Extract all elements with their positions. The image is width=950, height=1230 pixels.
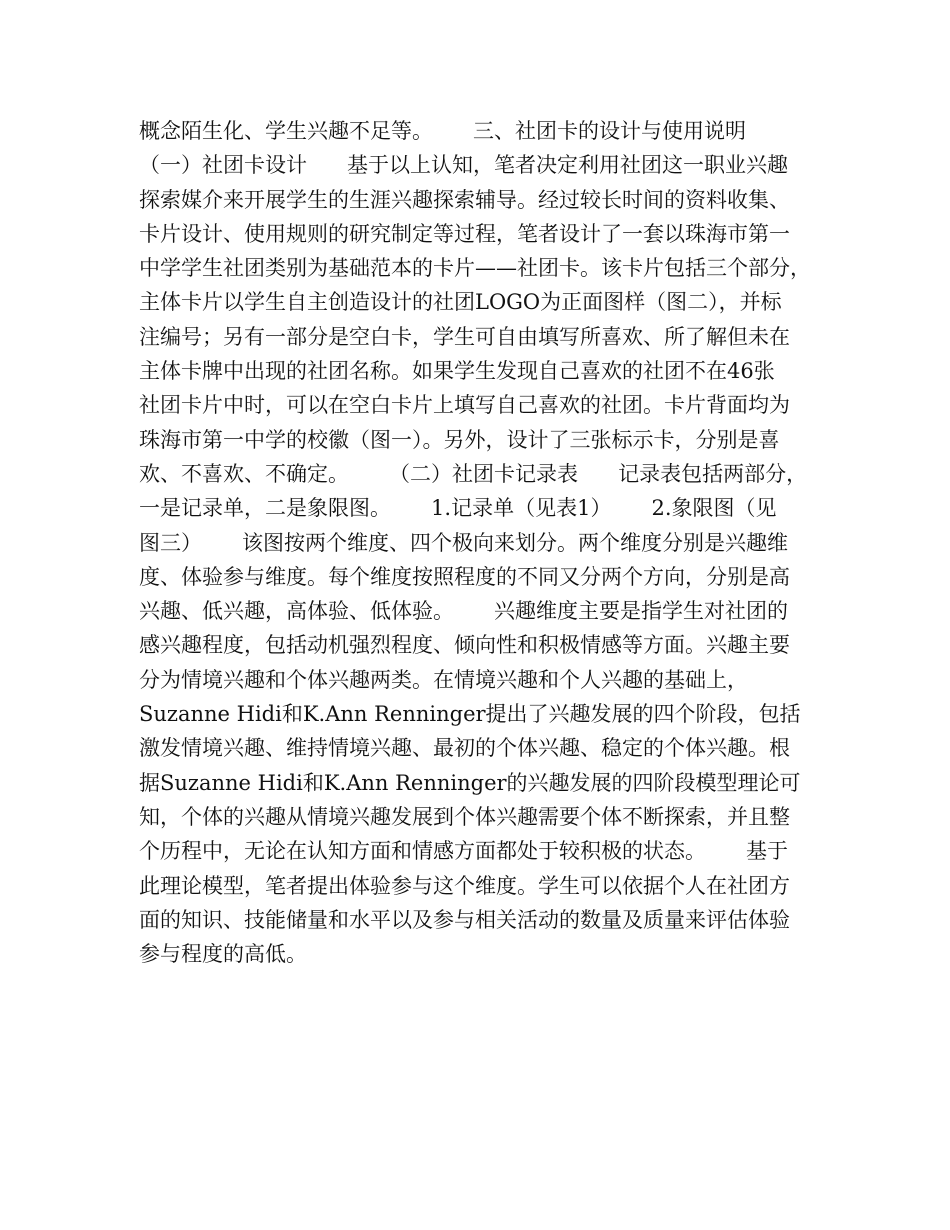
text-line: 分为情境兴趣和个体兴趣两类。在情境兴趣和个人兴趣的基础上， [139, 667, 748, 692]
text-line: 面的知识、技能储量和水平以及参与相关活动的数量及质量来评估体验 [139, 907, 790, 932]
text-line: 图三） 该图按两个维度、四个极向来划分。两个维度分别是兴趣维 [139, 530, 789, 555]
text-line: 个历程中，无论在认知方面和情感方面都处于较积极的状态。 基于 [139, 839, 789, 864]
text-line: 主体卡牌中出现的社团名称。如果学生发现自己喜欢的社团不在46张 [139, 359, 775, 384]
text-line: 知，个体的兴趣从情境兴趣发展到个体兴趣需要个体不断探索，并且整 [139, 804, 790, 829]
text-line: 感兴趣程度，包括动机强烈程度、倾向性和积极情感等方面。兴趣主要 [139, 633, 790, 658]
text-line: 一是记录单，二是象限图。 1.记录单（见表1） 2.象限图（见 [139, 496, 777, 521]
text-line: 据Suzanne Hidi和K.Ann Renninger的兴趣发展的四阶段模型理论可 [139, 770, 801, 795]
text-line: 度、体验参与维度。每个维度按照程度的不同又分两个方向，分别是高 [139, 564, 790, 589]
text-line: 欢、不喜欢、不确定。 （二）社团卡记录表 记录表包括两部分， [139, 461, 808, 486]
text-line: 社团卡片中时，可以在空白卡片上填写自己喜欢的社团。卡片背面均为 [139, 393, 790, 418]
text-line: 中学学生社团类别为基础范本的卡片——社团卡。该卡片包括三个部分， [139, 256, 811, 281]
text-line: 概念陌生化、学生兴趣不足等。 三、社团卡的设计与使用说明 [139, 119, 747, 143]
text-line: Suzanne Hidi和K.Ann Renninger提出了兴趣发展的四个阶段，包括 [139, 702, 801, 727]
text-line: 珠海市第一中学的校徽（图一）。另外，设计了三张标示卡，分别是喜 [139, 427, 780, 452]
text-line: 兴趣、低兴趣，高体验、低体验。 兴趣维度主要是指学生对社团的 [139, 599, 789, 624]
text-line: 注编号；另有一部分是空白卡，学生可自由填写所喜欢、所了解但未在 [139, 324, 790, 349]
text-line: 激发情境兴趣、维持情境兴趣、最初的个体兴趣、稳定的个体兴趣。根 [139, 736, 790, 761]
text-line: 此理论模型，笔者提出体验参与这个维度。学生可以依据个人在社团方 [139, 873, 790, 898]
text-line: （一）社团卡设计 基于以上认知，笔者决定利用社团这一职业兴趣 [139, 153, 789, 178]
text-line: 主体卡片以学生自主创造设计的社团LOGO为正面图样（图二），并标 [139, 290, 782, 315]
text-line: 参与程度的高低。 [139, 942, 307, 967]
body-text [139, 114, 819, 971]
text-line: 卡片设计、使用规则的研究制定等过程，笔者设计了一套以珠海市第一 [139, 221, 790, 246]
text-line: 探索媒介来开展学生的生涯兴趣探索辅导。经过较长时间的资料收集、 [139, 187, 790, 212]
